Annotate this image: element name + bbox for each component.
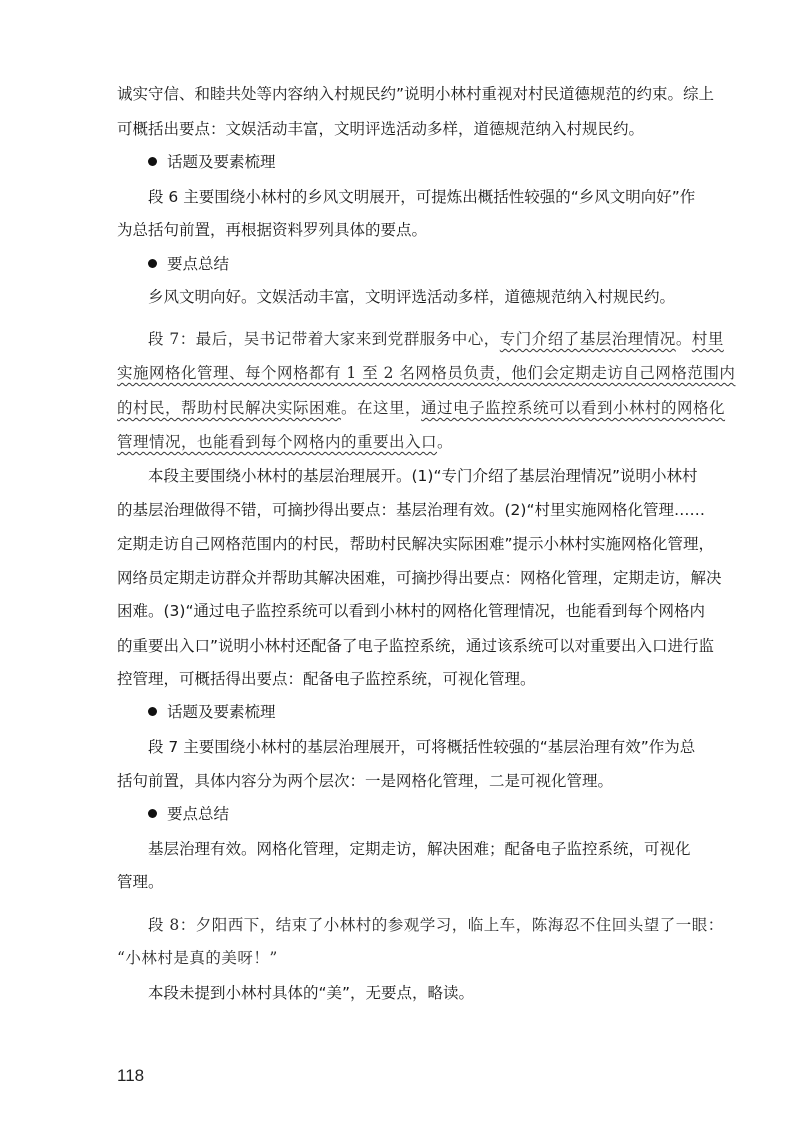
text-line: 的基层治理做得不错，可摘抄得出要点：基层治理有效。(2)“村里实施网格化管理……: [117, 501, 705, 519]
text-line: 段 7 主要围绕小林村的基层治理展开，可将概括性较强的“基层治理有效”作为总: [148, 738, 696, 756]
text-line: 基层治理有效。网格化管理，定期走访，解决困难；配备电子监控系统，可视化: [148, 840, 691, 858]
bullet-icon: [148, 707, 157, 716]
page-number: 118: [117, 1066, 145, 1085]
source-paragraph-line: 实施网格化管理、每个网格都有 1 至 2 名网格员负责，他们会定期走访自己网格范围内: [117, 364, 736, 382]
section-heading: 话题及要素梳理: [148, 150, 748, 174]
bullet-icon: [148, 157, 157, 166]
text-line: 本段主要围绕小林村的基层治理展开。(1)“专门介绍了基层治理情况”说明小林村: [148, 467, 698, 485]
text-line: 的重要出入口”说明小林村还配备了电子监控系统，通过该系统可以对重要出入口进行监: [117, 637, 715, 655]
text-line: 为总括句前置，再根据资料罗列具体的要点。: [117, 221, 428, 239]
section-heading: 要点总结: [148, 252, 748, 276]
text-line: 括句前置，具体内容分为两个层次：一是网格化管理，二是可视化管理。: [117, 772, 614, 790]
text-line: 网络员定期走访群众并帮助其解决困难，可摘抄得出要点：网格化管理，定期走访，解决: [117, 569, 722, 587]
text-line: 困难。(3)“通过电子监控系统可以看到小林村的网格化管理情况，也能看到每个网格内: [117, 602, 705, 620]
text-line: 诚实守信、和睦共处等内容纳入村规民约”说明小林村重视对村民道德规范的约束。综上: [117, 85, 715, 103]
text-line: 可概括出要点：文娱活动丰富，文明评选活动多样，道德规范纳入村规民约。: [117, 120, 645, 138]
source-paragraph-line: 管理情况，也能看到每个网格内的重要出入口。: [117, 433, 454, 451]
text-line: 乡风文明向好。文娱活动丰富，文明评选活动多样，道德规范纳入村规民约。: [148, 288, 676, 306]
source-paragraph-line: 的村民，帮助村民解决实际困难。在这里，通过电子监控系统可以看到小林村的网格化: [117, 399, 726, 417]
text-line: 段 6 主要围绕小林村的乡风文明展开，可提炼出概括性较强的“乡风文明向好”作: [148, 188, 696, 206]
source-paragraph-line: 段 7：最后，吴书记带着大家来到党群服务中心，专门介绍了基层治理情况。村里: [148, 330, 724, 348]
section-heading: 要点总结: [148, 802, 748, 826]
text-line: 本段未提到小林村具体的“美”，无要点，略读。: [148, 984, 475, 1002]
text-line: 控管理，可概括得出要点：配备电子监控系统，可视化管理。: [117, 670, 536, 688]
source-paragraph-line: “小林村是真的美呀！”: [117, 949, 278, 967]
text-line: 管理。: [117, 873, 164, 891]
source-paragraph-line: 段 8：夕阳西下，结束了小林村的参观学习，临上车，陈海忍不住回头望了一眼：: [148, 916, 724, 934]
bullet-icon: [148, 809, 157, 818]
section-heading: 话题及要素梳理: [148, 700, 748, 724]
text-line: 定期走访自己网格范围内的村民，帮助村民解决实际困难”提示小林村实施网格化管理，: [117, 535, 715, 553]
bullet-icon: [148, 259, 157, 268]
